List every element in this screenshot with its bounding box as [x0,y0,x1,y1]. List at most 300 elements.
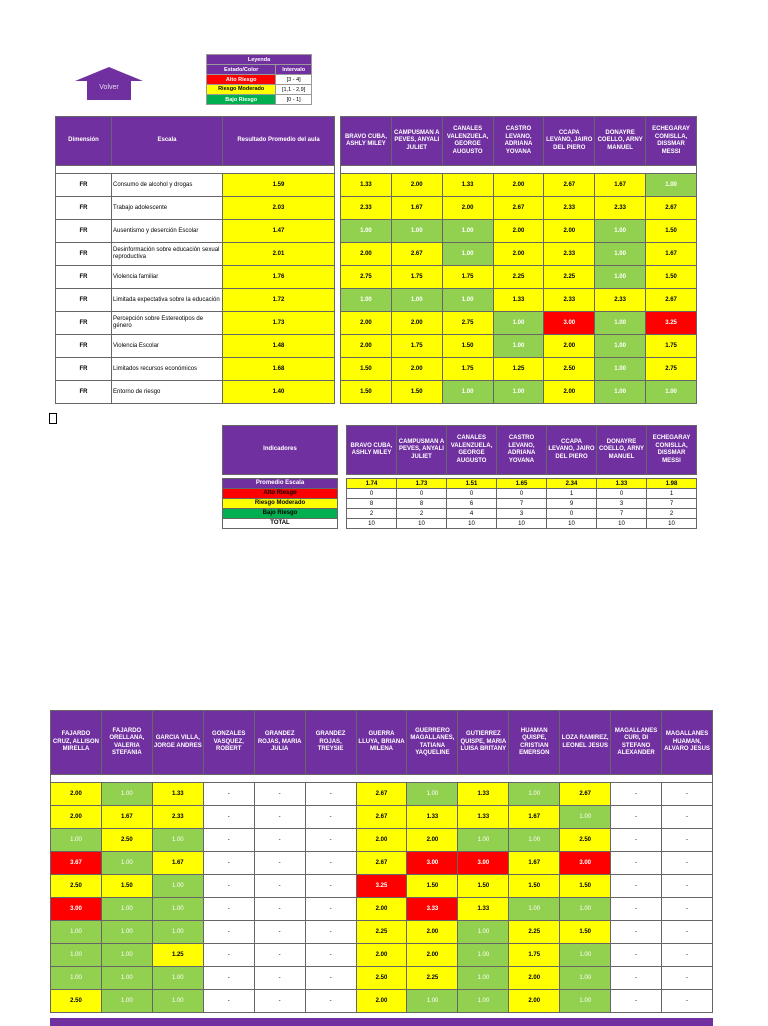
score-cell: 2.00 [544,381,595,404]
score-cell: 1.00 [391,220,442,243]
score-cell: 2.00 [544,335,595,358]
score-cell: 1.00 [101,921,152,944]
score-cell: - [662,875,713,898]
indicator-value: 1.98 [647,479,697,489]
score-cell: 1.00 [595,335,646,358]
indicator-label: Promedio Escala [223,479,338,489]
score-cell: 1.33 [407,806,458,829]
score-cell: 2.67 [646,197,697,220]
student-header: GUERRA LLUYA, BRIANA MILENA [356,711,407,775]
indicators-table [222,425,697,529]
score-cell: 1.67 [646,243,697,266]
score-cell: - [203,921,254,944]
score-cell: 1.00 [51,829,102,852]
score-cell: 1.33 [341,174,392,197]
score-cell: 2.33 [595,197,646,220]
score-cell: 2.00 [407,944,458,967]
dimension-cell: FR [56,335,112,358]
score-cell: 1.75 [391,335,442,358]
score-cell: - [662,852,713,875]
student-scale-row [51,806,713,829]
score-cell: 1.75 [391,266,442,289]
score-cell: 1.33 [458,898,509,921]
student-scale-row [51,944,713,967]
score-cell: 3.00 [544,312,595,335]
score-cell: 1.33 [442,174,493,197]
student-header: LOZA RAMIREZ, LEONEL JESUS [560,711,611,775]
score-cell: 2.00 [442,197,493,220]
indicator-row [223,519,697,529]
score-cell: - [662,806,713,829]
indicator-value: 10 [397,519,447,529]
student-header: BRAVO CUBA, ASHLY MILEY [341,117,392,166]
student-scale-row [341,174,697,197]
score-cell: 1.67 [391,197,442,220]
score-cell: 1.00 [509,829,560,852]
score-cell: - [203,990,254,1013]
indicator-row [223,509,697,519]
score-cell: 1.00 [560,898,611,921]
score-cell: - [611,944,662,967]
score-cell: 1.00 [493,335,544,358]
score-cell: - [203,967,254,990]
score-cell: 1.50 [560,921,611,944]
student-scale-row [51,921,713,944]
dimension-cell: FR [56,174,112,197]
header-resultado: Resultado Promedio del aula [223,117,335,166]
score-cell: - [203,852,254,875]
score-cell: 1.00 [152,829,203,852]
score-cell: 2.50 [51,990,102,1013]
score-cell: 2.67 [356,783,407,806]
score-cell: 1.50 [407,875,458,898]
score-cell: - [662,944,713,967]
score-cell: 1.00 [101,852,152,875]
dimension-cell: FR [56,381,112,404]
score-cell: 1.00 [101,783,152,806]
student-header: GUERRERO MAGALLANES, TATIANA YAQUELINE [407,711,458,775]
indicator-value: 1 [647,489,697,499]
student-header: CASTRO LEVANO, ADRIANA YOVANA [497,426,547,475]
score-cell: 1.00 [595,312,646,335]
score-cell: 1.00 [152,898,203,921]
indicator-label: Riesgo Moderado [223,499,338,509]
score-cell: 1.33 [458,806,509,829]
score-cell: 1.67 [152,852,203,875]
score-cell: 1.00 [341,289,392,312]
indicator-value: 7 [597,509,647,519]
score-cell: - [305,921,356,944]
score-cell: 1.00 [560,806,611,829]
score-cell: 2.67 [356,852,407,875]
scale-row [56,381,335,404]
score-cell: 1.00 [560,967,611,990]
indicator-value: 0 [397,489,447,499]
score-cell: 2.75 [442,312,493,335]
score-cell: - [611,967,662,990]
legend-table [206,54,312,105]
student-scale-row [341,381,697,404]
student-header: ECHEGARAY CONISLLA, DISSMAR MESSI [647,426,697,475]
score-cell: 1.00 [595,381,646,404]
scale-row [56,289,335,312]
score-cell: - [611,898,662,921]
indicator-value: 2 [347,509,397,519]
indicator-value: 10 [597,519,647,529]
escala-cell: Violencia familiar [112,266,223,289]
score-cell: 2.25 [509,921,560,944]
score-cell: 1.00 [493,381,544,404]
escala-cell: Percepción sobre Estereotipos de género [112,312,223,335]
scale-row [56,266,335,289]
score-cell: - [254,806,305,829]
indicator-label: Bajo Riesgo [223,509,338,519]
score-cell: 2.33 [544,289,595,312]
score-cell: 1.50 [646,266,697,289]
cell-marker [49,413,57,424]
indicator-value: 10 [497,519,547,529]
indicator-value: 10 [347,519,397,529]
indicator-value: 2 [397,509,447,519]
indicator-value: 0 [547,509,597,519]
score-cell: - [305,852,356,875]
student-header: DONAYRE COELLO, ARNY MANUEL [595,117,646,166]
score-cell: - [662,783,713,806]
score-cell: 2.67 [544,174,595,197]
score-cell: - [254,875,305,898]
back-button-label: Volver [87,81,131,100]
student-header: CASTRO LEVANO, ADRIANA YOVANA [493,117,544,166]
student-scale-row [341,312,697,335]
score-cell: 2.00 [51,783,102,806]
scales-table [55,116,335,404]
score-cell: 2.25 [356,921,407,944]
escala-cell: Trabajo adolescente [112,197,223,220]
score-cell: 1.00 [493,312,544,335]
score-cell: - [254,783,305,806]
score-cell: - [203,898,254,921]
score-cell: - [254,921,305,944]
score-cell: 2.50 [51,875,102,898]
indicator-value: 7 [497,499,547,509]
score-cell: 1.67 [509,806,560,829]
score-cell: 1.75 [442,358,493,381]
scale-row [56,335,335,358]
indicator-value: 8 [347,499,397,509]
score-cell: - [254,944,305,967]
score-cell: 2.00 [356,898,407,921]
score-cell: 2.25 [407,967,458,990]
score-cell: 1.75 [442,266,493,289]
score-cell: 2.33 [595,289,646,312]
score-cell: 2.25 [493,266,544,289]
score-cell: - [305,944,356,967]
student-header: DONAYRE COELLO, ARNY MANUEL [597,426,647,475]
average-cell: 2.03 [223,197,335,220]
indicator-value: 2 [647,509,697,519]
student-scale-row [341,243,697,266]
students-scales-table [340,116,697,404]
score-cell: 1.33 [493,289,544,312]
student-header: GONZALES VASQUEZ, ROBERT [203,711,254,775]
score-cell: - [611,852,662,875]
score-cell: 2.00 [493,243,544,266]
scale-row [56,243,335,266]
score-cell: 1.00 [51,921,102,944]
score-cell: 1.33 [458,783,509,806]
dimension-cell: FR [56,243,112,266]
score-cell: 2.00 [356,944,407,967]
score-cell: 1.00 [101,944,152,967]
indicator-value: 3 [597,499,647,509]
score-cell: - [662,898,713,921]
score-cell: - [611,783,662,806]
score-cell: 1.00 [152,921,203,944]
indicator-value: 10 [647,519,697,529]
scale-row [56,220,335,243]
score-cell: 1.00 [595,220,646,243]
indicator-value: 6 [447,499,497,509]
score-cell: - [254,990,305,1013]
score-cell: 1.33 [152,783,203,806]
score-cell: 1.00 [152,990,203,1013]
score-cell: - [254,898,305,921]
indicator-row [223,499,697,509]
score-cell: 2.25 [544,266,595,289]
average-cell: 1.68 [223,358,335,381]
indicator-value: 1.74 [347,479,397,489]
score-cell: 1.00 [442,243,493,266]
dimension-cell: FR [56,197,112,220]
score-cell: 2.00 [407,921,458,944]
score-cell: - [611,990,662,1013]
score-cell: 2.00 [391,358,442,381]
students-scales-table-2 [50,710,713,1013]
student-scale-row [51,783,713,806]
average-cell: 1.72 [223,289,335,312]
student-scale-row [341,289,697,312]
score-cell: - [203,829,254,852]
average-cell: 1.47 [223,220,335,243]
score-cell: 1.00 [458,967,509,990]
score-cell: 1.75 [646,335,697,358]
score-cell: 1.67 [101,806,152,829]
indicator-value: 3 [497,509,547,519]
score-cell: 1.00 [51,944,102,967]
score-cell: 2.75 [646,358,697,381]
score-cell: - [305,806,356,829]
dimension-cell: FR [56,220,112,243]
score-cell: - [305,990,356,1013]
indicator-row [223,489,697,499]
average-cell: 1.40 [223,381,335,404]
escala-cell: Desinformación sobre educación sexual reproductiva [112,243,223,266]
score-cell: - [305,898,356,921]
student-header: CCAPA LEVANO, JAIRO DEL PIERO [544,117,595,166]
average-cell: 1.59 [223,174,335,197]
indicator-value: 4 [447,509,497,519]
score-cell: - [254,852,305,875]
score-cell: 2.33 [544,197,595,220]
score-cell: 1.00 [509,898,560,921]
score-cell: 1.00 [101,990,152,1013]
student-header: ECHEGARAY CONISLLA, DISSMAR MESSI [646,117,697,166]
student-scale-row [51,875,713,898]
student-header: GRANDEZ ROJAS, MARIA JULIA [254,711,305,775]
score-cell: 3.00 [407,852,458,875]
student-header: GUTIERREZ QUISPE, MARIA LUISA BRITANY [458,711,509,775]
legend-title: Leyenda [207,55,312,65]
score-cell: 1.50 [101,875,152,898]
student-header: CCAPA LEVANO, JAIRO DEL PIERO [547,426,597,475]
score-cell: - [203,806,254,829]
score-cell: 1.50 [509,875,560,898]
student-header: BRAVO CUBA, ASHLY MILEY [347,426,397,475]
student-header: CANALES VALENZUELA, GEORGE AUGUSTO [442,117,493,166]
escala-cell: Violencia Escolar [112,335,223,358]
score-cell: 1.00 [391,289,442,312]
score-cell: 2.67 [356,806,407,829]
up-arrow-icon [75,67,143,81]
student-header: MAGALLANES CURI, DI STEFANO ALEXANDER [611,711,662,775]
student-scale-row [51,852,713,875]
score-cell: 2.00 [544,220,595,243]
score-cell: 1.25 [493,358,544,381]
escala-cell: Entorno de riesgo [112,381,223,404]
score-cell: 2.00 [493,220,544,243]
score-cell: 1.00 [458,921,509,944]
score-cell: - [662,829,713,852]
score-cell: 2.00 [341,243,392,266]
student-scale-row [341,335,697,358]
score-cell: 1.50 [341,381,392,404]
average-cell: 1.73 [223,312,335,335]
indicator-value: 8 [397,499,447,509]
student-scale-row [51,967,713,990]
student-scale-row [341,220,697,243]
indicator-value: 0 [347,489,397,499]
score-cell: 1.50 [646,220,697,243]
indicator-value: 2.34 [547,479,597,489]
scale-row [56,197,335,220]
score-cell: - [662,921,713,944]
indicator-label: Alto Riesgo [223,489,338,499]
score-cell: 1.50 [442,335,493,358]
score-cell: 2.50 [101,829,152,852]
score-cell: 2.00 [509,990,560,1013]
score-cell: 2.00 [407,829,458,852]
score-cell: 3.25 [356,875,407,898]
indicator-value: 1.33 [597,479,647,489]
student-scale-row [341,358,697,381]
score-cell: 2.33 [544,243,595,266]
score-cell: 3.67 [51,852,102,875]
score-cell: 2.67 [493,197,544,220]
scale-row [56,174,335,197]
indicator-value: 1.73 [397,479,447,489]
escala-cell: Limitados recursos económicos [112,358,223,381]
scale-row [56,312,335,335]
score-cell: 2.33 [152,806,203,829]
score-cell: 1.50 [391,381,442,404]
escala-cell: Ausentismo y deserción Escolar [112,220,223,243]
score-cell: 1.00 [595,266,646,289]
student-header: GRANDEZ ROJAS, TREYSIE [305,711,356,775]
score-cell: - [203,944,254,967]
score-cell: 2.67 [560,783,611,806]
score-cell: 2.00 [493,174,544,197]
indicator-value: 1.51 [447,479,497,489]
score-cell: 1.00 [509,783,560,806]
student-scale-row [51,990,713,1013]
score-cell: 2.50 [356,967,407,990]
score-cell: - [305,783,356,806]
score-cell: - [611,829,662,852]
score-cell: 1.00 [442,381,493,404]
student-header: FAJARDO ORELLANA, VALERIA STEFANIA [101,711,152,775]
indicator-value: 7 [647,499,697,509]
legend-col-interval: Intervalo [276,65,312,75]
score-cell: 1.67 [595,174,646,197]
student-scale-row [341,197,697,220]
header-escala: Escala [112,117,223,166]
score-cell: 1.00 [152,875,203,898]
score-cell: - [662,967,713,990]
legend-interval-moderate: [1,1 - 2,9] [276,85,312,95]
score-cell: 1.50 [458,875,509,898]
indicator-value: 0 [597,489,647,499]
student-header: CAMPUSMAN A PEVES, ANYALI JULIET [397,426,447,475]
indicator-value: 0 [497,489,547,499]
score-cell: 1.00 [341,220,392,243]
score-cell: - [611,806,662,829]
indicator-row [223,479,697,489]
header-dimension: Dimensión [56,117,112,166]
legend-col-state: Estado/Color [207,65,276,75]
student-header: CAMPUSMAN A PEVES, ANYALI JULIET [391,117,442,166]
indicator-label: TOTAL [223,519,338,529]
score-cell: 1.00 [595,243,646,266]
score-cell: 1.67 [509,852,560,875]
score-cell: 1.50 [560,875,611,898]
dimension-cell: FR [56,358,112,381]
score-cell: 1.50 [341,358,392,381]
score-cell: 1.00 [595,358,646,381]
score-cell: 1.00 [560,990,611,1013]
average-cell: 2.01 [223,243,335,266]
score-cell: 1.00 [101,898,152,921]
score-cell: 3.33 [407,898,458,921]
score-cell: 1.00 [646,381,697,404]
student-scale-row [51,829,713,852]
score-cell: 3.00 [560,852,611,875]
score-cell: 3.25 [646,312,697,335]
score-cell: 2.33 [341,197,392,220]
legend-state-low: Bajo Riesgo [207,95,276,105]
score-cell: 1.00 [442,289,493,312]
score-cell: - [611,921,662,944]
score-cell: 2.00 [356,990,407,1013]
score-cell: - [203,783,254,806]
score-cell: - [203,875,254,898]
score-cell: 1.00 [152,967,203,990]
score-cell: 1.00 [101,967,152,990]
student-header: GARCIA VILLA, JORGE ANDRES [152,711,203,775]
score-cell: 3.00 [458,852,509,875]
score-cell: 1.00 [458,990,509,1013]
score-cell: - [254,967,305,990]
indicator-value: 1 [547,489,597,499]
